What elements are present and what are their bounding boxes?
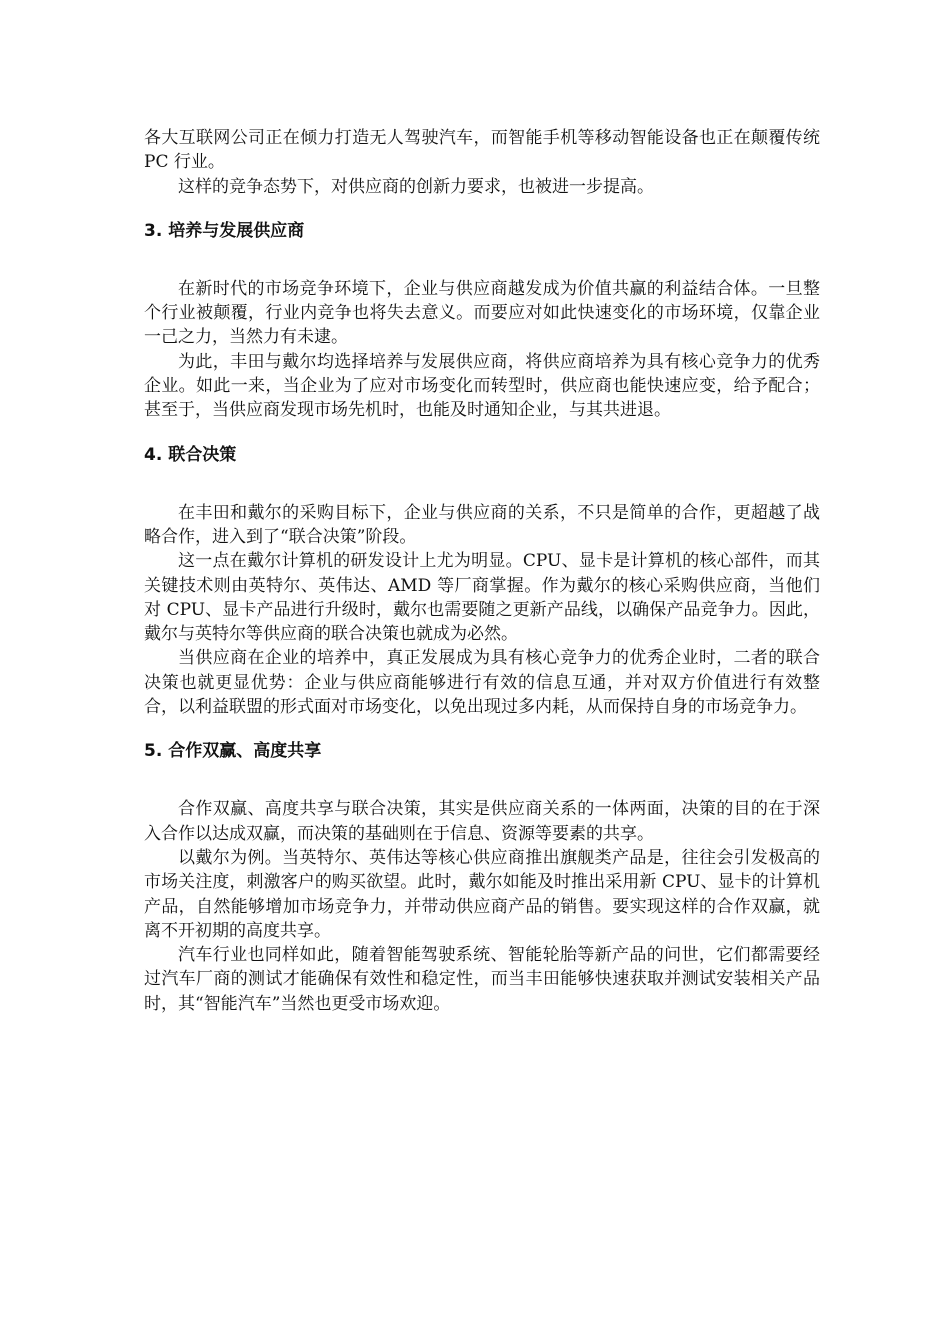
paragraph: 汽车行业也同样如此，随着智能驾驶系统、智能轮胎等新产品的问世，它们都需要经过汽车厂商的测试才能确保有效性和稳定性，而当丰田能够快速获取并测试安装相关产品时，其“智能汽车”当然也更受市场欢迎。 (144, 945, 820, 1014)
paragraph: 在丰田和戴尔的采购目标下，企业与供应商的关系，不只是简单的合作，更超越了战略合作，进入到了“联合决策”阶段。 (144, 502, 820, 547)
section-heading: 3. 培养与发展供应商 (144, 220, 305, 241)
paragraph: 各大互联网公司正在倾力打造无人驾驶汽车，而智能手机等移动智能设备也正在颠覆传统 PC 行业。 (144, 128, 820, 173)
section-heading: 5. 合作双赢、高度共享 (144, 741, 322, 762)
paragraph: 在新时代的市场竞争环境下，企业与供应商越发成为价值共赢的利益结合体。一旦整个行业被颠覆，行业内竞争也将失去意义。而要应对如此快速变化的市场环境，仅靠企业一己之力，当然力有未逮。 (144, 278, 820, 348)
paragraph: 这样的竞争态势下，对供应商的创新力要求，也被进一步提高。 (178, 176, 654, 197)
paragraph: 以戴尔为例。当英特尔、英伟达等核心供应商推出旗舰类产品是，往往会引发极高的市场关注度，刺激客户的购买欲望。此时，戴尔如能及时推出采用新 CPU、显卡的计算机产品，自然能够增加市场竞争力，并带动供应商产品的销售。要实现这样的合作双赢，就离不开初期的高度共享。 (144, 847, 820, 941)
document-page (144, 126, 820, 1016)
paragraph: 为此，丰田与戴尔均选择培养与发展供应商，将供应商培养为具有核心竞争力的优秀企业。如此一来，当企业为了应对市场变化而转型时，供应商也能快速应变，给予配合；甚至于，当供应商发现市场先机时，也能及时通知企业，与其共进退。 (144, 351, 820, 421)
section-heading: 4. 联合决策 (144, 444, 237, 465)
paragraph: 合作双赢、高度共享与联合决策，其实是供应商关系的一体两面，决策的目的在于深入合作以达成双赢，而决策的基础则在于信息、资源等要素的共享。 (144, 799, 820, 844)
paragraph: 当供应商在企业的培养中，真正发展成为具有核心竞争力的优秀企业时，二者的联合决策也就更显优势：企业与供应商能够进行有效的信息互通，并对双方价值进行有效整合，以利益联盟的形式面对市场变化，以免出现过多内耗，从而保持自身的市场竞争力。 (144, 648, 820, 718)
paragraph: 这一点在戴尔计算机的研发设计上尤为明显。CPU、显卡是计算机的核心部件，而其关键技术则由英特尔、英伟达、AMD 等厂商掌握。作为戴尔的核心采购供应商，当他们对 CPU、显卡产品进行升级时，戴尔也需要随之更新产品线，以确保产品竞争力。因此，戴尔与英特尔等供应商的联合决策也就成为必然。 (144, 551, 820, 645)
